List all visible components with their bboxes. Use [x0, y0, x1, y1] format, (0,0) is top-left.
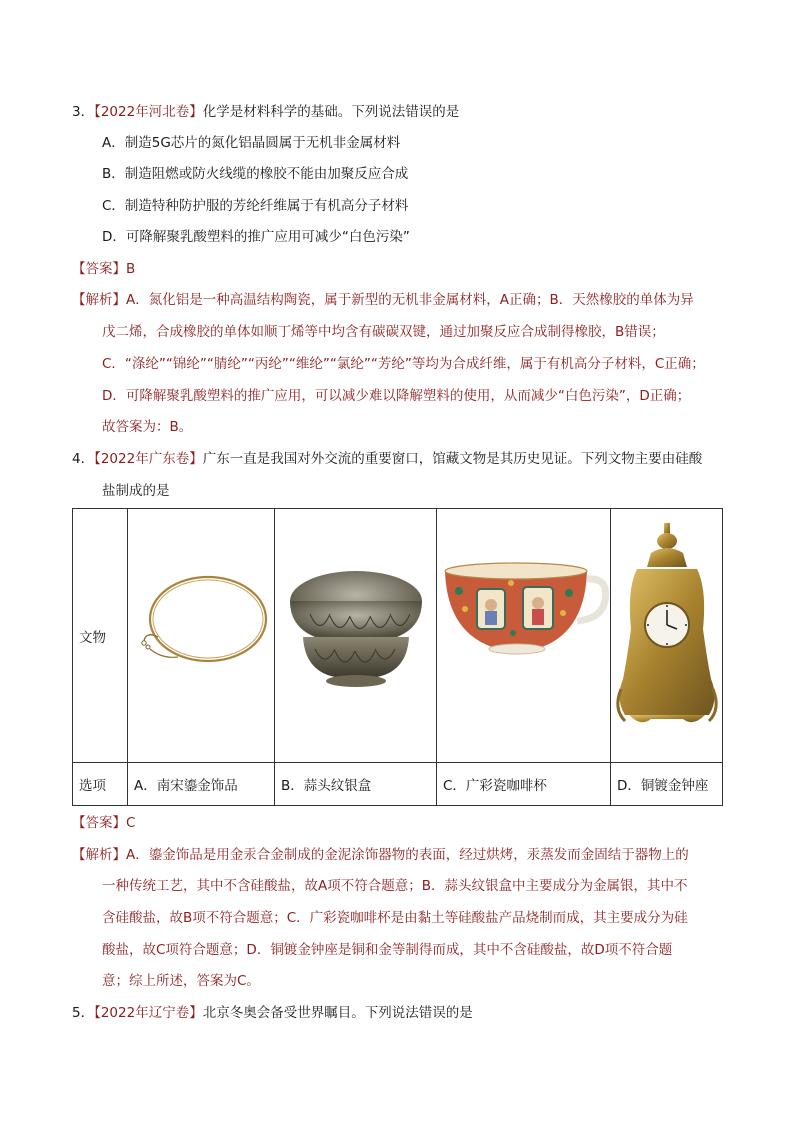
analysis-line-4: D．可降解聚乳酸塑料的推广应用，可以减少难以降解塑料的使用，从而减少“白色污染”，D正确；: [102, 388, 691, 404]
question-number: 4．: [72, 451, 95, 467]
source-tag: 【2022年辽宁卷】: [94, 1005, 203, 1021]
analysis-text: A．氮化铝是一种高温结构陶瓷，属于新型的无机非金属材料，A正确；B．天然橡胶的单体为异: [126, 292, 694, 308]
relic-cell-a: [128, 509, 275, 763]
source-tag: 【2022年广东卷】: [94, 451, 203, 467]
option-label-b: B．蒜头纹银盒: [275, 763, 437, 806]
stem-text: 广东一直是我国对外交流的重要窗口，馆藏文物是其历史见证。下列文物主要由硅酸: [202, 451, 703, 467]
row-header-relic: 文物: [73, 509, 128, 763]
relic-cell-b: [275, 509, 437, 763]
stem-text: 化学是材料科学的基础。下列说法错误的是: [202, 104, 460, 120]
analysis-line-2: 一种传统工艺，其中不含硅酸盐，故A项不符合题意；B．蒜头纹银盒中主要成分为金属银，其中不: [102, 878, 688, 894]
question-4-stem: [72, 449, 702, 469]
table-row-relics: [73, 509, 723, 763]
analysis-label: 【解析】: [72, 292, 126, 308]
question-number: 3．: [72, 104, 95, 120]
porcelain-cup-image: [437, 509, 611, 762]
answer-line: [72, 259, 135, 279]
analysis-label: 【解析】: [72, 847, 126, 863]
analysis-line-1: [72, 290, 694, 310]
analysis-line-4: 酸盐，故C项符合题意；D．铜镀金钟座是铜和金等制得而成，其中不含硅酸盐，故D项不符合题: [102, 942, 673, 958]
row-header-option: 选项: [73, 763, 128, 806]
relic-cell-d: [611, 509, 723, 763]
analysis-line-1: [72, 845, 689, 865]
question-number: 5．: [72, 1005, 95, 1021]
analysis-text: A．鎏金饰品是用金汞合金制成的金泥涂饰器物的表面，经过烘烤，汞蒸发而金固结于器物上的: [126, 847, 689, 863]
option-b: B．制造阻燃或防火线缆的橡胶不能由加聚反应合成: [102, 166, 409, 182]
analysis-line-5: 意；综上所述，答案为C。: [102, 973, 260, 989]
analysis-line-3: C．“涤纶”“锦纶”“腈纶”“丙纶”“维纶”“氯纶”“芳纶”等均为合成纤维，属于有机高分子材料，C正确；: [102, 356, 705, 372]
stem-text: 北京冬奥会备受世界瞩目。下列说法错误的是: [202, 1005, 473, 1021]
answer-label: 【答案】: [72, 815, 126, 831]
option-a: A．制造5G芯片的氮化铝晶圆属于无机非金属材料: [102, 135, 401, 151]
answer-line: [72, 813, 135, 833]
gilt-clock-image: [611, 509, 723, 762]
answer-label: 【答案】: [72, 261, 126, 277]
source-tag: 【2022年河北卷】: [94, 104, 203, 120]
answer-value: C: [126, 815, 136, 831]
option-d: D．可降解聚乳酸塑料的推广应用可减少“白色污染”: [102, 229, 410, 245]
analysis-line-5: 故答案为：B。: [102, 419, 193, 435]
option-label-c: C．广彩瓷咖啡杯: [437, 763, 611, 806]
relics-table: [72, 508, 723, 806]
silver-box-image: [275, 509, 437, 762]
gilded-chain-image: [128, 509, 275, 762]
analysis-line-3: 含硅酸盐，故B项不符合题意；C．广彩瓷咖啡杯是由黏土等硅酸盐产品烧制而成，其主要成分为硅: [102, 910, 688, 926]
question-5-stem: [72, 1003, 473, 1023]
relic-cell-c: [437, 509, 611, 763]
question-4-stem-line-2: 盐制成的是: [102, 483, 170, 499]
option-label-d: D．铜镀金钟座: [611, 763, 723, 806]
analysis-line-2: 戊二烯，合成橡胶的单体如顺丁烯等中均含有碳碳双键，通过加聚反应合成制得橡胶，B错误；: [102, 324, 665, 340]
question-3-stem: [72, 102, 459, 122]
option-label-a: A．南宋鎏金饰品: [128, 763, 275, 806]
table-row-options: [73, 763, 723, 806]
answer-value: B: [126, 261, 136, 277]
option-c: C．制造特种防护服的芳纶纤维属于有机高分子材料: [102, 198, 409, 214]
